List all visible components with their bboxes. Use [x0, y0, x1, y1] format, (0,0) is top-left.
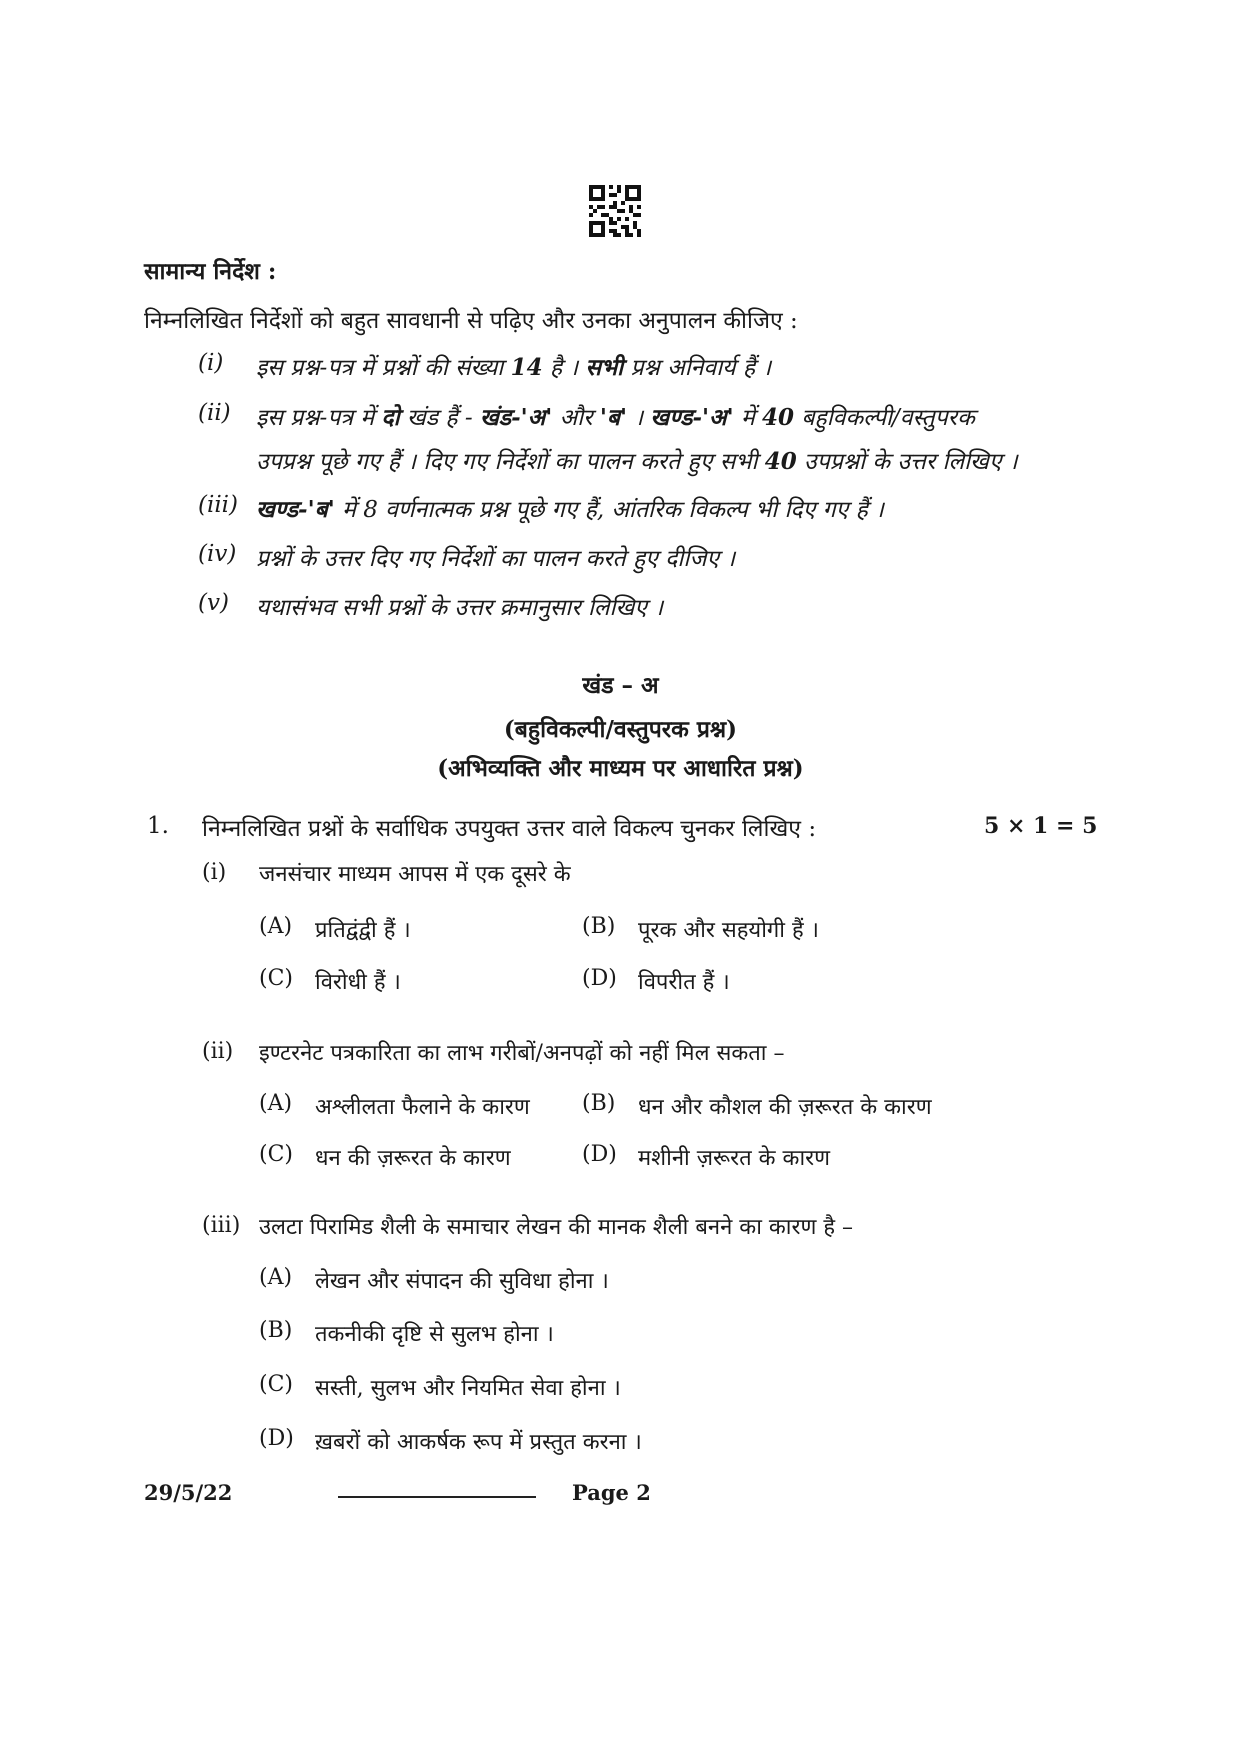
option-label: (A)	[259, 1091, 293, 1116]
option-text: लेखन और संपादन की सुविधा होना ।	[315, 1269, 609, 1294]
instruction-text	[256, 590, 663, 622]
instruction-segment: ।	[627, 405, 651, 431]
instruction-segment: है ।	[542, 355, 586, 381]
instruction-segment: में	[733, 405, 763, 431]
instruction-number: (ii)	[198, 400, 231, 426]
instruction-segment: इस प्रश्न-पत्र में	[256, 405, 382, 431]
section-subtitle-topic: (अभिव्यक्ति और माध्यम पर आधारित प्रश्न)	[437, 755, 804, 782]
subquestion-number: (ii)	[202, 1039, 234, 1064]
instruction-emphasis: खंड-'अ'	[479, 404, 553, 431]
option-text: धन और कौशल की ज़रूरत के कारण	[638, 1095, 932, 1120]
footer-divider	[338, 1496, 536, 1498]
qr-code-icon	[589, 185, 641, 237]
option-text: विपरीत हैं ।	[638, 970, 730, 995]
question-number: 1.	[147, 813, 169, 839]
instruction-text	[256, 492, 884, 524]
instruction-segment: प्रश्न अनिवार्य हैं ।	[623, 355, 772, 381]
instruction-segment: बहुविकल्पी/वस्तुपरक	[794, 405, 975, 431]
instruction-number: (iv)	[198, 541, 237, 567]
instruction-emphasis: खण्ड-'ब'	[256, 496, 335, 523]
question-marks: 5 × 1 = 5	[984, 813, 1098, 839]
option-label: (C)	[259, 1142, 293, 1167]
question-text: निम्नलिखित प्रश्नों के सर्वाधिक उपयुक्त उत्तर वाले विकल्प चुनकर लिखिए :	[202, 816, 817, 842]
instruction-segment: यथासंभव सभी प्रश्नों के उत्तर क्रमानुसार लिखिए ।	[256, 595, 664, 621]
instruction-number: (i)	[198, 350, 224, 376]
instruction-segment: उपप्रश्नों के उत्तर लिखिए ।	[796, 449, 1018, 475]
instruction-emphasis: खण्ड-'अ'	[650, 404, 734, 431]
instruction-emphasis: 40	[764, 448, 797, 475]
option-text: मशीनी ज़रूरत के कारण	[638, 1146, 831, 1171]
instructions-intro: निम्नलिखित निर्देशों को बहुत सावधानी से पढ़िए और उनका अनुपालन कीजिए :	[144, 308, 798, 334]
instruction-number: (v)	[198, 590, 229, 616]
page-number: Page 2	[572, 1480, 651, 1505]
section-title: खंड – अ	[582, 672, 659, 699]
instruction-emphasis: 40	[762, 404, 795, 431]
general-instructions-heading: सामान्य निर्देश :	[144, 258, 277, 285]
paper-code: 29/5/22	[144, 1480, 233, 1505]
instruction-emphasis: सभी	[585, 354, 624, 381]
option-label: (C)	[259, 1372, 293, 1397]
instruction-emphasis: 14	[510, 354, 543, 381]
subquestion-number: (iii)	[202, 1213, 241, 1238]
option-text: ख़बरों को आकर्षक रूप में प्रस्तुत करना ।	[315, 1430, 642, 1455]
instruction-segment: इस प्रश्न-पत्र में प्रश्नों की संख्या	[256, 355, 511, 381]
instruction-segment: उपप्रश्न पूछे गए हैं । दिए गए निर्देशों का पालन करते हुए सभी	[256, 449, 765, 475]
instruction-text	[256, 541, 735, 573]
option-label: (B)	[582, 914, 616, 939]
option-label: (D)	[259, 1426, 294, 1451]
instruction-segment: में 8 वर्णनात्मक प्रश्न पूछे गए हैं, आंतरिक विकल्प भी दिए गए हैं ।	[334, 497, 884, 523]
option-label: (D)	[582, 1142, 617, 1167]
option-text: विरोधी हैं ।	[315, 970, 401, 995]
instruction-emphasis: दो	[381, 404, 400, 431]
instruction-segment: और	[552, 405, 600, 431]
option-label: (C)	[259, 966, 293, 991]
option-label: (A)	[259, 1265, 293, 1290]
subquestion-text: उलटा पिरामिड शैली के समाचार लेखन की मानक शैली बनने का कारण है –	[259, 1215, 854, 1240]
instruction-text	[256, 400, 975, 432]
option-text: प्रतिद्वंद्वी हैं ।	[315, 918, 411, 943]
option-text: सस्ती, सुलभ और नियमित सेवा होना ।	[315, 1376, 621, 1401]
option-text: धन की ज़रूरत के कारण	[315, 1146, 511, 1171]
instruction-text	[256, 444, 1018, 476]
option-text: तकनीकी दृष्टि से सुलभ होना ।	[315, 1322, 554, 1347]
option-text: पूरक और सहयोगी हैं ।	[638, 918, 819, 943]
subquestion-text: जनसंचार माध्यम आपस में एक दूसरे के	[259, 862, 571, 887]
instruction-text	[256, 350, 771, 382]
subquestion-text: इण्टरनेट पत्रकारिता का लाभ गरीबों/अनपढ़ों को नहीं मिल सकता –	[259, 1041, 785, 1066]
instruction-number: (iii)	[198, 492, 239, 518]
instruction-emphasis: 'ब'	[599, 404, 628, 431]
option-label: (B)	[259, 1318, 293, 1343]
option-label: (D)	[582, 966, 617, 991]
section-subtitle-objective: (बहुविकल्पी/वस्तुपरक प्रश्न)	[503, 716, 738, 743]
option-text: अश्लीलता फैलाने के कारण	[315, 1095, 530, 1120]
subquestion-number: (i)	[202, 860, 227, 885]
instruction-segment: प्रश्नों के उत्तर दिए गए निर्देशों का पालन करते हुए दीजिए ।	[256, 546, 736, 572]
option-label: (B)	[582, 1091, 616, 1116]
instruction-segment: खंड हैं -	[399, 405, 480, 431]
option-label: (A)	[259, 914, 293, 939]
